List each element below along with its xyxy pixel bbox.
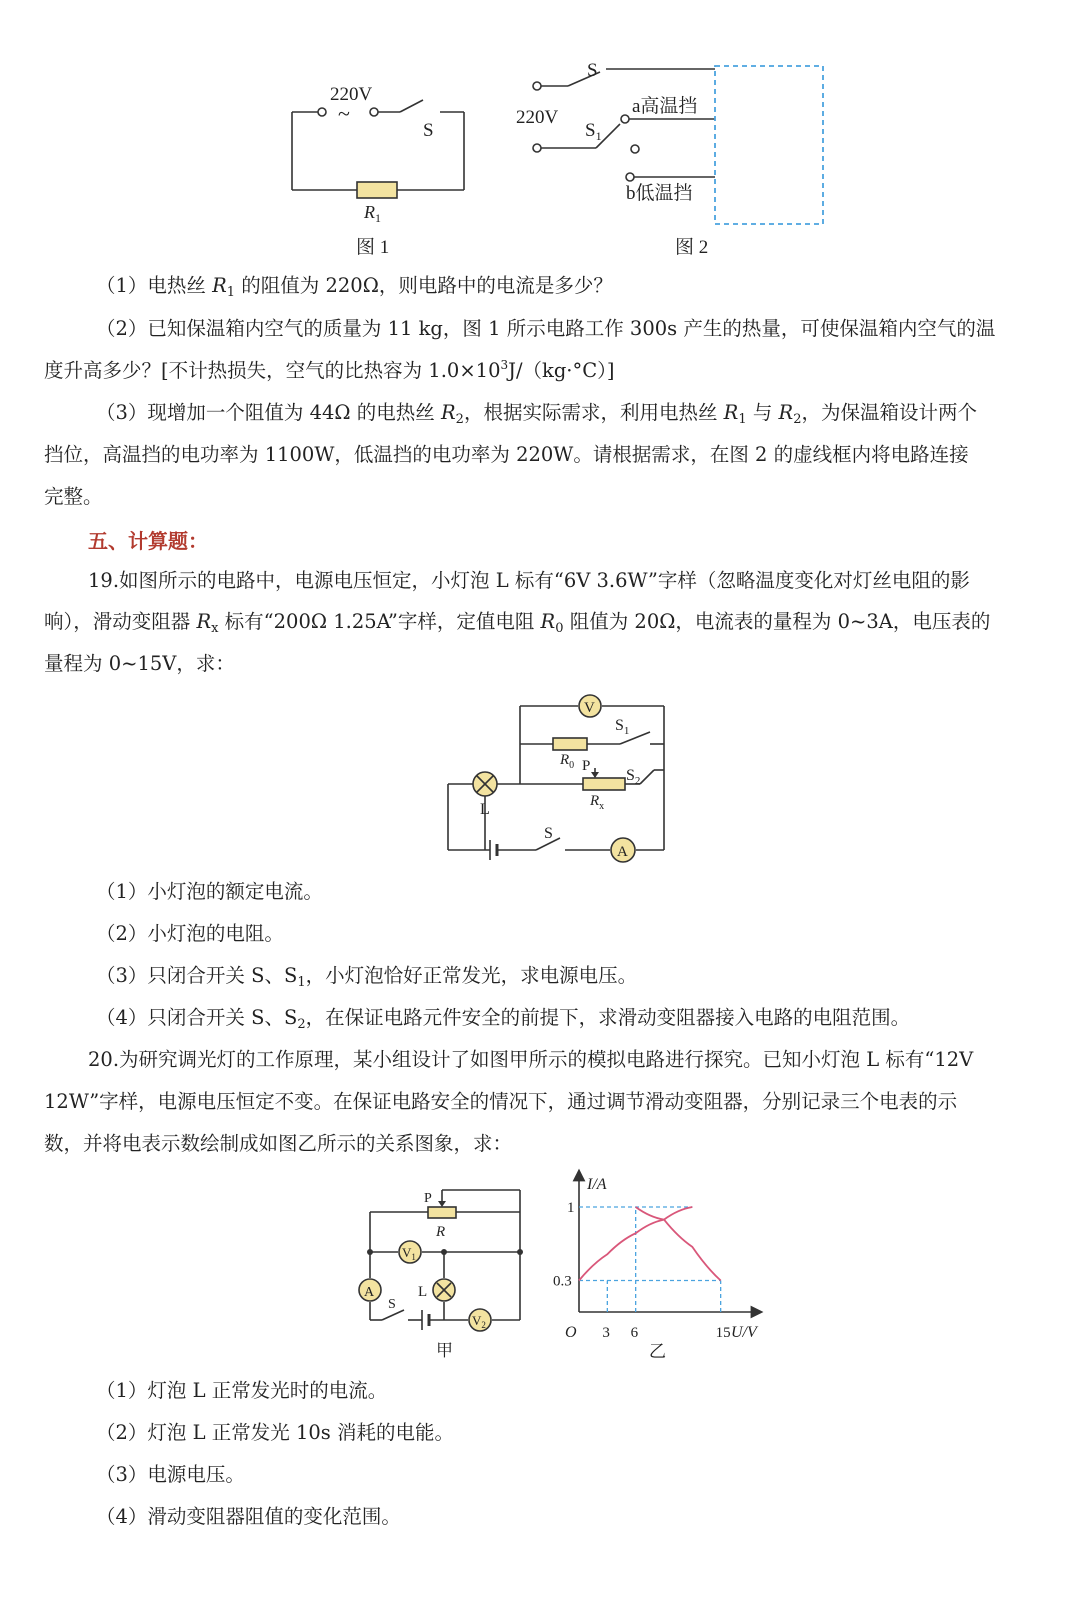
q19-line2: 响），滑动变阻器 $R_x$ 标有“200Ω 1.25A”字样，定值电阻 $R_0$ 阻值为 20Ω，电流表的量程为 0~3A，电压表的 [44, 610, 991, 636]
q19-p-label: P [582, 758, 591, 774]
y-tick-0.3: 0.3 [553, 1273, 572, 1290]
q19-sub4: （4）只闭合开关 S、$S_2$，在保证电路元件安全的前提下，求滑动变阻器接入电路的电阻范围。 [96, 1006, 911, 1032]
q19-l-label: L [480, 801, 490, 818]
q18-part3-line1: （3）现增加一个阻值为 44Ω 的电热丝 $R_2$，根据实际需求，利用电热丝 $R_1$ 与 $R_2$，为保温箱设计两个 [96, 401, 978, 427]
q19-s2-label: $S_2$ [626, 767, 641, 787]
q19-line3: 量程为 0~15V，求： [44, 652, 235, 675]
q20-sub4: （4）滑动变阻器阻值的变化范围。 [96, 1505, 401, 1528]
jia-s-label: S [388, 1297, 396, 1312]
fig1-caption: 图 1 [356, 237, 390, 258]
voltmeter-v1 [399, 1241, 421, 1263]
q19-s1-label: $S_1$ [615, 717, 630, 737]
voltmeter-v2 [469, 1309, 491, 1331]
jia-l-label: L [418, 1284, 428, 1300]
fig1-tilde: ~ [338, 101, 350, 126]
lamp-l [473, 772, 497, 796]
lamp-l [433, 1279, 455, 1301]
figure-q19-circuit [440, 688, 680, 868]
q19-sub1: （1）小灯泡的额定电流。 [96, 880, 323, 903]
fig1-voltage: 220V [330, 84, 373, 105]
v2-label: $V_2$ [472, 1313, 486, 1330]
q20-line1: 20.为研究调光灯的工作原理，某小组设计了如图甲所示的模拟电路进行探究。已知小灯泡 L 标有“12V [88, 1048, 974, 1071]
dashed-box [715, 66, 823, 224]
voltmeter-v [579, 695, 601, 717]
fig2-label-a: a高温挡 [632, 96, 698, 117]
q18-part2-line1: （2）已知保温箱内空气的质量为 11 kg，图 1 所示电路工作 300s 产生的热量，可使保温箱内空气的温 [96, 317, 996, 340]
jia-r-label: R [436, 1224, 446, 1240]
series-falling [636, 1207, 721, 1281]
jia-p-label: P [424, 1191, 432, 1206]
x-tick-15: 15 [715, 1325, 731, 1341]
figure-1-circuit [280, 60, 480, 260]
q20-line3: 数，并将电表示数绘制成如图乙所示的关系图象，求： [44, 1132, 513, 1155]
jia-a-label: A [364, 1285, 375, 1300]
ammeter-label: A [617, 844, 628, 860]
q20-sub3: （3）电源电压。 [96, 1463, 245, 1486]
fig2-label-b: b低温挡 [626, 183, 693, 204]
q19-rx-label: $R_x$ [590, 793, 605, 812]
resistor-r0 [553, 738, 587, 750]
fig2-switch-s1: $S_1$ [585, 120, 602, 143]
origin-label: O [565, 1324, 577, 1341]
q20-line2: 12W”字样，电源电压恒定不变。在保证电路安全的情况下，通过调节滑动变阻器，分别记录三个电表的示 [44, 1090, 958, 1113]
x-axis-label: U/V [731, 1324, 757, 1341]
v1-label: $V_1$ [402, 1245, 416, 1262]
fig1-switch-label: S [423, 120, 434, 141]
q19-r0-label: $R_0$ [560, 752, 575, 771]
x-tick-6: 6 [630, 1325, 639, 1341]
voltmeter-label: V [584, 700, 595, 716]
q20-sub2: （2）灯泡 L 正常发光 10s 消耗的电能。 [96, 1421, 454, 1444]
q18-part1: （1）电热丝 $R_1$ 的阻值为 220Ω，则电路中的电流是多少？ [96, 274, 613, 300]
q19-line1: 19.如图所示的电路中，电源电压恒定，小灯泡 L 标有“6V 3.6W”字样（忽略温度变化对灯丝电阻的影 [88, 569, 970, 592]
q18-part2-line2: 度升高多少？[不计热损失，空气的比热容为 $1.0\times 10^3J/(kg\cdot^\circ C)$] [44, 358, 615, 382]
y-axis-label: I/A [587, 1176, 607, 1193]
q19-s-label: S [544, 825, 553, 842]
section-title: 五、计算题： [88, 529, 208, 553]
fig2-voltage: 220V [516, 107, 559, 128]
fig2-switch-s: S [587, 60, 598, 81]
fig1-resistor-label: $R_1$ [364, 202, 381, 225]
q19-sub3: （3）只闭合开关 S、$S_1$，小灯泡恰好正常发光，求电源电压。 [96, 964, 638, 990]
q19-sub2: （2）小灯泡的电阻。 [96, 922, 284, 945]
jia-caption: 甲 [436, 1341, 453, 1360]
ammeter-a [611, 838, 635, 862]
rheostat-r [428, 1207, 456, 1218]
rheostat-rx [583, 778, 625, 790]
chart-title: 乙 [649, 1342, 666, 1361]
x-tick-3: 3 [602, 1325, 610, 1341]
q18-part3-line3: 完整。 [44, 485, 103, 508]
fig2-caption: 图 2 [675, 237, 709, 258]
y-tick-1: 1 [567, 1200, 575, 1216]
figure-jia-circuit [350, 1180, 540, 1365]
q18-part3-line2: 挡位，高温挡的电功率为 1100W，低温挡的电功率为 220W。请根据需求，在图 2 的虚线框内将电路连接 [44, 443, 969, 466]
ammeter-a [359, 1279, 381, 1301]
resistor-r1 [357, 182, 397, 198]
chart-yi [545, 1165, 775, 1365]
q20-sub1: （1）灯泡 L 正常发光时的电流。 [96, 1379, 388, 1402]
figure-2-circuit [510, 56, 840, 261]
